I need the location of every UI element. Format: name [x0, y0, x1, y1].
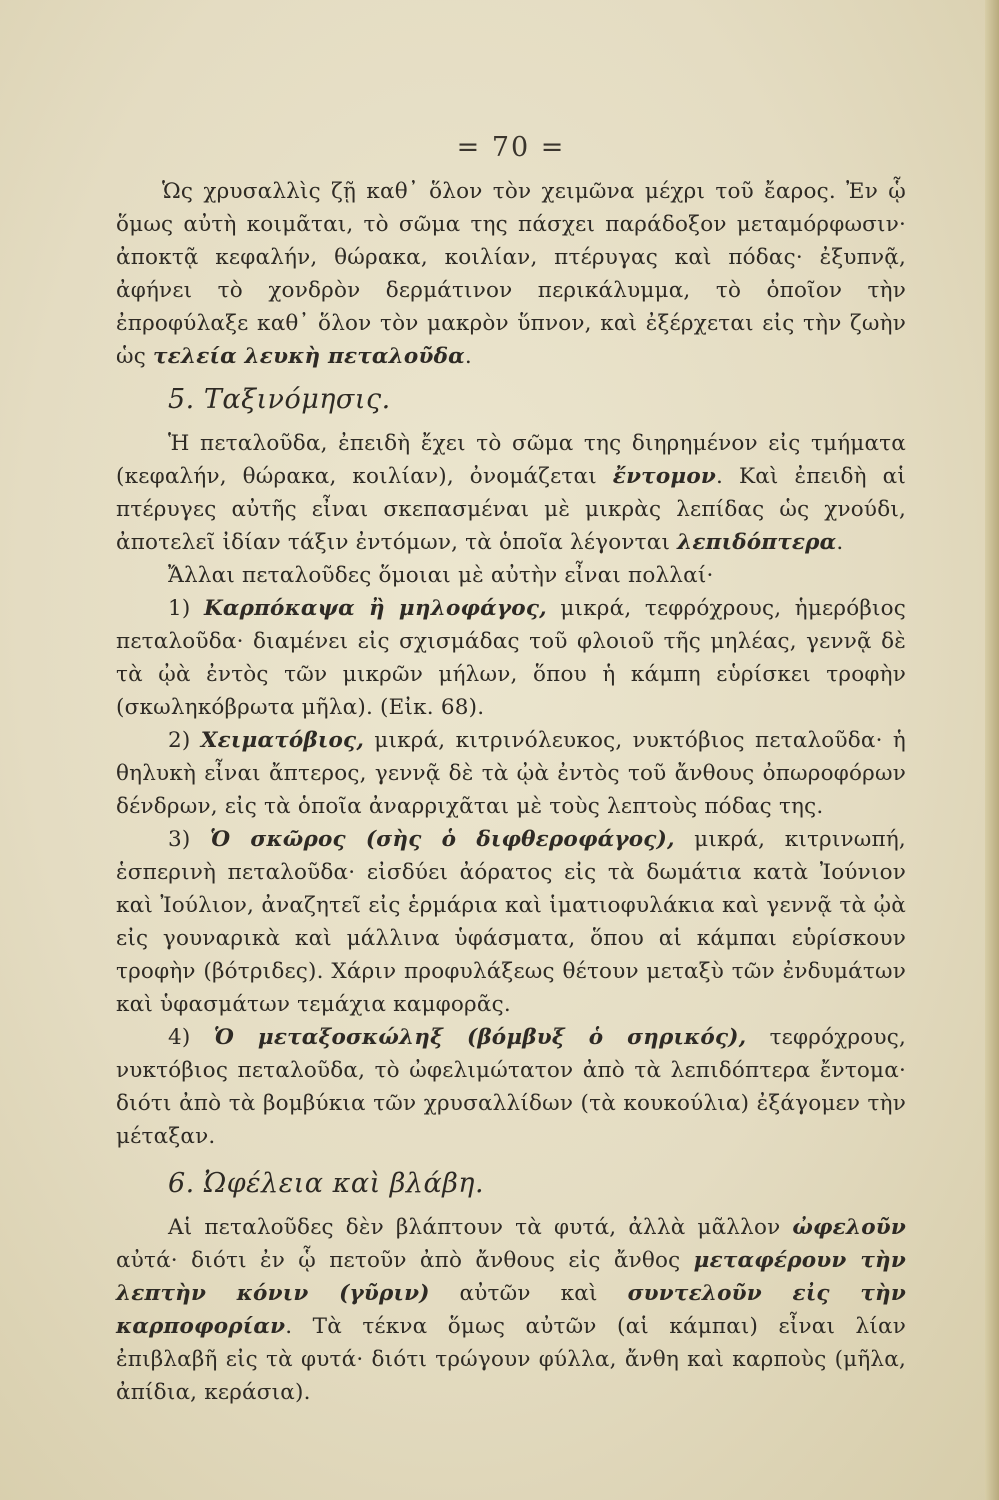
list-item-1	[116, 592, 906, 724]
item-1-text: μικρά, τεφρόχρους, ἡμερόβιος πεταλοῦδα· διαμένει εἰς σχισμάδας τοῦ φλοιοῦ τῆς μηλέας, γεννᾷ δὲ τὰ ᾠὰ ἐντὸς τῶν μικρῶν μήλων, ὅπου ἡ κάμπη εὑρίσκει τροφὴν (σκωληκόβρωτα μῆλα). (Εἰκ. 68).	[116, 596, 906, 720]
benefit-text-a: Αἱ πεταλοῦδες δὲν βλάπτουν τὰ φυτά, ἀλλὰ μᾶλλον	[168, 1215, 793, 1240]
intro-emphasis: τελεία λευκὴ πεταλοῦδα	[153, 344, 465, 369]
page-edge	[985, 0, 999, 1500]
benefit-text-b: αὐτά· διότι ἐν ᾧ πετοῦν ἀπὸ ἄνθους εἰς ἄνθος	[116, 1248, 694, 1273]
item-2-number: 2)	[168, 728, 201, 753]
item-1-name: Καρπόκαψα ἢ μηλοφάγος,	[203, 596, 547, 621]
list-item-2	[116, 724, 906, 823]
item-4-number: 4)	[168, 1025, 214, 1050]
item-3-name: Ὁ σκῶρος (σὴς ὁ διφθεροφάγος),	[209, 827, 675, 852]
item-2-text: μικρά, κιτρινόλευκος, νυκτόβιος πεταλοῦδα· ἡ θηλυκὴ εἶναι ἄπτερος, γεννᾷ δὲ τὰ ᾠὰ ἐντὸς τοῦ ἄνθους ὀπωροφόρων δένδρων, εἰς τὰ ὁποῖα ἀναρριχᾶται μὲ τοὺς λεπτοὺς πόδας της.	[116, 728, 906, 819]
benefit-text-d: . Τὰ τέκνα ὅμως αὐτῶν (αἱ κάμπαι) εἶναι λίαν ἐπιβλαβῆ εἰς τὰ φυτά· διότι τρώγουν φύλλα, ἄνθη καὶ καρποὺς (μῆλα, ἀπίδια, κεράσια).	[116, 1314, 906, 1405]
intro-text: Ὡς χρυσαλλὶς ζῇ καθ᾽ ὅλον τὸν χειμῶνα μέχρι τοῦ ἔαρος. Ἐν ᾧ ὅμως αὐτὴ κοιμᾶται, τὸ σῶμα της πάσχει παράδοξον μεταμόρφωσιν· ἀποκτᾷ κεφαλήν, θώρακα, κοιλίαν, πτέρυγας καὶ πόδας· ἐξυπνᾷ, ἀφήνει τὸ χονδρὸν δερμάτινον περικάλυμμα, τὸ ὁποῖον τὴν ἐπροφύλαξε καθ᾽ ὅλον τὸν μακρὸν ὕπνον, καὶ ἐξέρχεται εἰς τὴν ζωὴν ὡς	[116, 179, 906, 369]
list-item-4	[116, 1021, 906, 1153]
term-entomon: ἔντομον	[612, 464, 716, 489]
item-3-text: μικρά, κιτρινωπή, ἑσπερινὴ πεταλοῦδα· εἰσδύει ἀόρατος εἰς τὰ δωμάτια κατὰ Ἰούνιον καὶ Ἰούλιον, ἀναζητεῖ εἰς ἑρμάρια καὶ ἱματιοφυλάκια καὶ γεννᾷ τὰ ᾠὰ εἰς γουναρικὰ καὶ μάλλινα ὑφάσματα, ὅπου αἱ κάμπαι εὑρίσκουν τροφὴν (βότριδες). Χάριν προφυλάξεως θέτουν μεταξὺ τῶν ἐνδυμάτων καὶ ὑφασμάτων τεμάχια καμφορᾶς.	[116, 827, 906, 1017]
classification-text-a: Ἡ πεταλοῦδα, ἐπειδὴ ἔχει τὸ σῶμα της διηρημένον εἰς τμήματα (κεφαλήν, θώρακα, κοιλίαν), ὀνομάζεται	[116, 431, 906, 489]
item-2-name: Χειματόβιος,	[200, 728, 365, 753]
list-item-3	[116, 823, 906, 1021]
item-4-name: Ὁ μεταξοσκώληξ (βόμβυξ ὁ σηρικός),	[213, 1025, 747, 1050]
classification-text-c: .	[836, 530, 844, 555]
document-body	[116, 132, 906, 1409]
benefit-emphasis-2: μεταφέρουν τὴν λεπτὴν κόνιν (γῦριν)	[116, 1248, 906, 1306]
section-5-heading: 5. Ταξινόμησις.	[168, 384, 391, 415]
section-6-heading: 6. Ὠφέλεια καὶ βλάβη.	[168, 1168, 485, 1199]
item-4-text: τεφρόχρους, νυκτόβιος πεταλοῦδα, τὸ ὠφελιμώτατον ἀπὸ τὰ λεπιδόπτερα ἔντομα· διότι ἀπὸ τὰ βομβύκια τῶν χρυσαλλίδων (τὰ κουκούλια) ἐξάγομεν τὴν μέταξαν.	[116, 1025, 906, 1149]
benefit-emphasis-3: συντελοῦν εἰς τὴν καρποφορίαν	[116, 1281, 906, 1339]
classification-text-b: . Καὶ ἐπειδὴ αἱ πτέρυγες αὐτῆς εἶναι σκεπασμέναι μὲ μικρὰς λεπίδας ὡς χνούδι, ἀποτελεῖ ἰδίαν τάξιν ἐντόμων, τὰ ὁποῖα λέγονται	[116, 464, 906, 555]
item-1-number: 1)	[168, 596, 204, 621]
classification-paragraph	[116, 427, 906, 559]
item-3-number: 3)	[168, 827, 210, 852]
page-number: = 70 =	[456, 132, 566, 163]
benefit-text-c: αὐτῶν καὶ	[429, 1281, 628, 1306]
benefit-emphasis-1: ὠφελοῦν	[792, 1215, 906, 1240]
benefit-harm-paragraph	[116, 1211, 906, 1409]
other-butterflies-paragraph: Ἄλλαι πεταλοῦδες ὅμοιαι μὲ αὐτὴν εἶναι πολλαί·	[168, 563, 714, 588]
intro-paragraph	[116, 175, 906, 373]
intro-end: .	[464, 344, 472, 369]
term-lepidoptera: λεπιδόπτερα	[677, 530, 837, 555]
